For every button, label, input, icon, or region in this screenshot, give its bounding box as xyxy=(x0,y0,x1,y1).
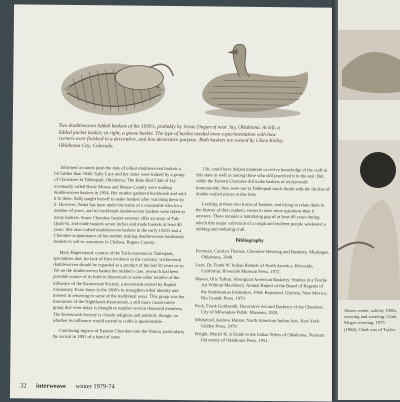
paragraph: Looking at these two forms of baskets, and trying to relate them to the history of their makers, seems to raise more questions than it answers. There remains a tantalizing gap of at least 40 years during which this major collection of a rough and resilient people weakened a striking and enduring craft. xyxy=(195,201,326,232)
magazine-title: interweave xyxy=(36,382,66,390)
adjacent-basket-photo xyxy=(338,30,400,100)
paragraph: Continuing ingress of Eastern Cherokee into the Nation, particularly the arrival in 1881 of a band of some xyxy=(52,327,185,340)
reference-item: Whiteford, Andrew Hunter. North American Indian Arts. New York: Golden Press, 1970. xyxy=(194,316,321,329)
body-column-left xyxy=(53,165,187,346)
bibliography-heading: Bibliography xyxy=(235,238,264,244)
paragraph: Mary Hagerstrand, curator of the Tacla museum in Tahlequah, specializes that, for lack of firm evidence to the contrary, wickerwork doublewoven should be regarded as a product of the last 50 years or so. Yet on the doublewoven basket the mother's case, research had been possible source of its birth in Sherwood or some other relative of the influence of the Kantsowah Society, a movement started by Baptist missionary Evan Jones in the 1880's to strengthen tribal identity and interest in returning to some of the traditional ways. This group was the forerunner of the Nighthawk Keetoowah, a still more conservative group that even today is thought to number several thousand members. The Keetoowah Society is closely religious and political, though, so whether its influence would extend to crafts is questionable. xyxy=(52,249,185,324)
lidded-basket-photo xyxy=(49,49,178,126)
reference-item: Lasir, Dr. Frank W. Indian Baskets of North America. Riverside, California: Riverside Museum Press, 1972. xyxy=(195,262,314,275)
issue-date: winter 1979-74 xyxy=(75,382,115,391)
reference-item: Peck, Frank Goldsmith. Decorative Art and Basketry of the Cherokee. City of Milwaukee Public Museum, 1920. xyxy=(194,302,324,315)
magazine-page xyxy=(10,4,336,401)
adjacent-caption: Above center, sold by 1950s, weaving and weaving. Clark Mcgee weaving, 1975 (1964), Clark was of Taylor. xyxy=(344,308,398,332)
reference-item: Wright, Muriel H. A Guide to the Indian Tribes of Oklahoma. Norman: University of Oklahoma Press, 1951. xyxy=(194,330,326,343)
reference-item: Mason, Otis Tufton. Aboriginal American Basketry: Studies in a Textile Art Without Machinery. Annual Report of the Board of Regents of the Smithsonian Institution, 1904. Reprinted. Glorieta, New Mexico: Rio Grande Press, 1970. xyxy=(195,276,328,301)
paragraph: Informed accounts push the date of oldest doublewoven baskets a bit farther than 1940. Sally Lacy and her sister were trained by a group of Cherokees in Tahlequah, Oklahoma. The Blue Bird Club of Jay eventually rolled Hosie Mouse and Mouse County were making doublewoven baskets in 1954. Her mother gathered buckbrush and sold it to them. Sally taught herself to make baskets after watching them do it. However, Tasha has been under the name of a reasonable idea for a number of years, and its buckbrush doublewoven baskets were taken to many baskets. Some Cherokee basket weavers offer an array of Tah-Quah-In, and made baskets seven inches and made baskets at least 40 years. She also crafted doublewoven baskets in the early 1920's and a Cherokee acquaintance of her mother making doublewoven buckbrush baskets to sell to customers in Chelsea, Rogers County. xyxy=(53,164,186,246)
adjacent-weaver-photo xyxy=(338,140,400,300)
reference-item: Foreman, Carolyn Thomas. Cherokee Weaving and Basketry. Muskogee, Oklahoma, 1948. xyxy=(195,248,330,261)
page-number: 32 xyxy=(20,382,27,390)
goose-basket-photo xyxy=(183,40,324,123)
adjacent-page xyxy=(338,0,400,400)
paragraph: 130, could have helped maintain or revive knowledge of the craft in this state as well as among those who still practiced it in the east. But, while the Eastern Cherokee did make baskets of wickerwork honeysuckle, they were not in Tahlequah much doubt with the decline of double walled pieces at this time. xyxy=(196,166,330,197)
page-footer xyxy=(20,382,320,392)
photo-caption: Two doublewoven lidded baskets of the 1930's, probably by Jessie Dugan of near Jay, Oklahoma. At left, a lidded pocket basket; at right, a goose basket. The type of basket needed more experimentation with how corners were finished in a decorative, and less decorative purpose. Both baskets are owned by Clara Kelley, Oklahoma City, Colorado. xyxy=(58,122,284,150)
body-column-right xyxy=(195,166,331,346)
